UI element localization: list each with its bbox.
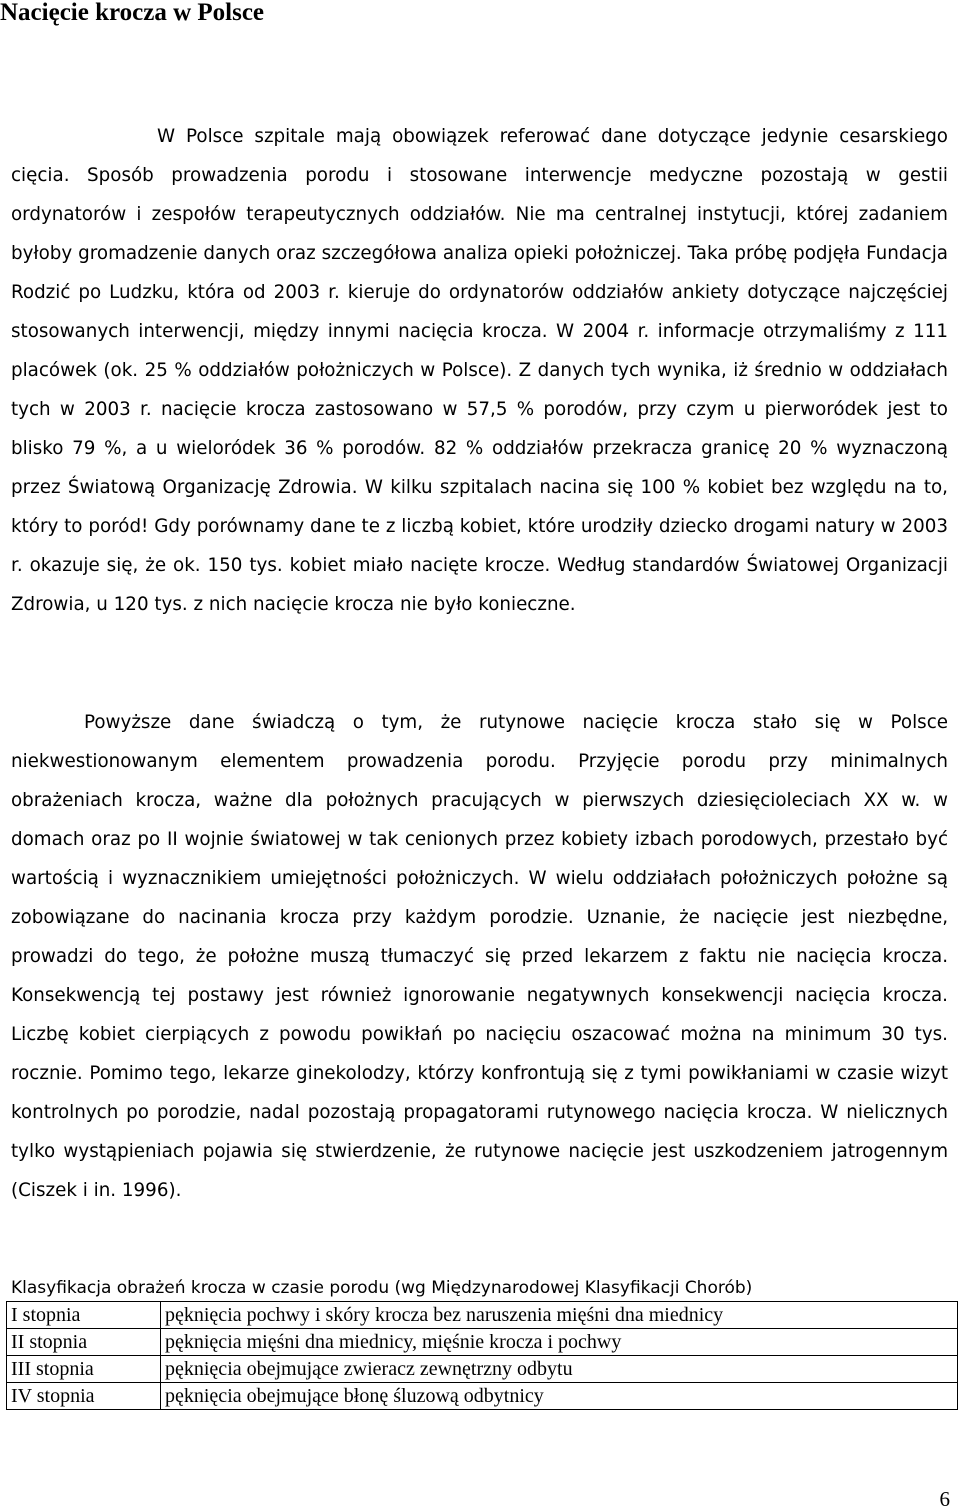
- description-cell: pęknięcia obejmujące błonę śluzową odbytnicy: [161, 1383, 958, 1410]
- page-title: Nacięcie krocza w Polsce: [0, 0, 265, 26]
- description-cell: pęknięcia mięśni dna miednicy, mięśnie krocza i pochwy: [161, 1329, 958, 1356]
- degree-cell: I stopnia: [7, 1302, 161, 1329]
- degree-cell: II stopnia: [7, 1329, 161, 1356]
- table-row: [7, 1383, 958, 1410]
- table-row: [7, 1302, 958, 1329]
- body-paragraph-2: Powyższe dane świadczą o tym, że rutynowe nacięcie krocza stało się w Polsce niekwestionowanym elementem prowadzenia porodu. Przyjęcie porodu przy minimalnych obrażeniach krocza, ważne dla położnych pracujących w pierwszych dziesięcioleciach XX w. w domach oraz po II wojnie światowej w tak cenionych przez kobiety izbach porodowych, przestało być wartością i wyznacznikiem umiejętności położniczych. W wielu oddziałach położniczych położne są zobowiązane do nacinania krocza przy każdym porodzie. Uznanie, że nacięcie jest niezbędne, prowadzi do tego, że położne muszą tłumaczyć się przed lekarzem z faktu nie nacięcia krocza. Konsekwencją tej postawy jest również ignorowanie negatywnych konsekwencji nacięcia krocza. Liczbę kobiet cierpiących z powodu powikłań po nacięciu oszacować można na minimum 30 tys. rocznie. Pomimo tego, lekarze ginekolodzy, którzy konfrontują się z tymi powikłaniami w czasie wizyt kontrolnych po porodzie, nadal pozostają propagatorami rutynowego nacięcia krocza. W nielicznych tylko wystąpieniach pojawia się stwierdzenie, że rutynowe nacięcie jest uszkodzeniem jatrogennym (Ciszek i in. 1996).: [11, 712, 948, 1201]
- table-caption: Klasyfikacja obrażeń krocza w czasie porodu (wg Międzynarodowej Klasyfikacji Chorób): [11, 1278, 753, 1298]
- body-paragraph-1: W Polsce szpitale mają obowiązek referować dane dotyczące jedynie cesarskiego cięcia. Sposób prowadzenia porodu i stosowane interwencje medyczne pozostają w gestii ordynatorów i zespołów terapeutycznych oddziałów. Nie ma centralnej instytucji, której zadaniem byłoby gromadzenie danych oraz szczegółowa analiza opieki położniczej. Taka próbę podjęła Fundacja Rodzić po Ludzku, która od 2003 r. kieruje do ordynatorów oddziałów ankiety dotyczące najczęściej stosowanych interwencji, między innymi nacięcia krocza. W 2004 r. informacje otrzymaliśmy z 111 placówek (ok. 25 % oddziałów położniczych w Polsce). Z danych tych wynika, iż średnio w oddziałach tych w 2003 r. nacięcie krocza zastosowano w 57,5 % porodów, przy czym u pierworódek jest to blisko 79 %, a u wieloródek 36 % porodów. 82 % oddziałów przekracza granicę 20 % wyznaczoną przez Światową Organizację Zdrowia. W kilku szpitalach nacina się 100 % kobiet bez względu na to, który to poród! Gdy porównamy dane te z liczbą kobiet, które urodziły dziecko drogami natury w 2003 r. okazuje się, że ok. 150 tys. kobiet miało nacięte krocze. Według standardów Światowej Organizacji Zdrowia, u 120 tys. z nich nacięcie krocza nie było konieczne.: [11, 126, 948, 615]
- degree-cell: III stopnia: [7, 1356, 161, 1383]
- classification-table: [6, 1301, 958, 1410]
- page-number: 6: [939, 1487, 950, 1511]
- description-cell: pęknięcia obejmujące zwieracz zewnętrzny odbytu: [161, 1356, 958, 1383]
- degree-cell: IV stopnia: [7, 1383, 161, 1410]
- table-row: [7, 1329, 958, 1356]
- table-row: [7, 1356, 958, 1383]
- description-cell: pęknięcia pochwy i skóry krocza bez naruszenia mięśni dna miednicy: [161, 1302, 958, 1329]
